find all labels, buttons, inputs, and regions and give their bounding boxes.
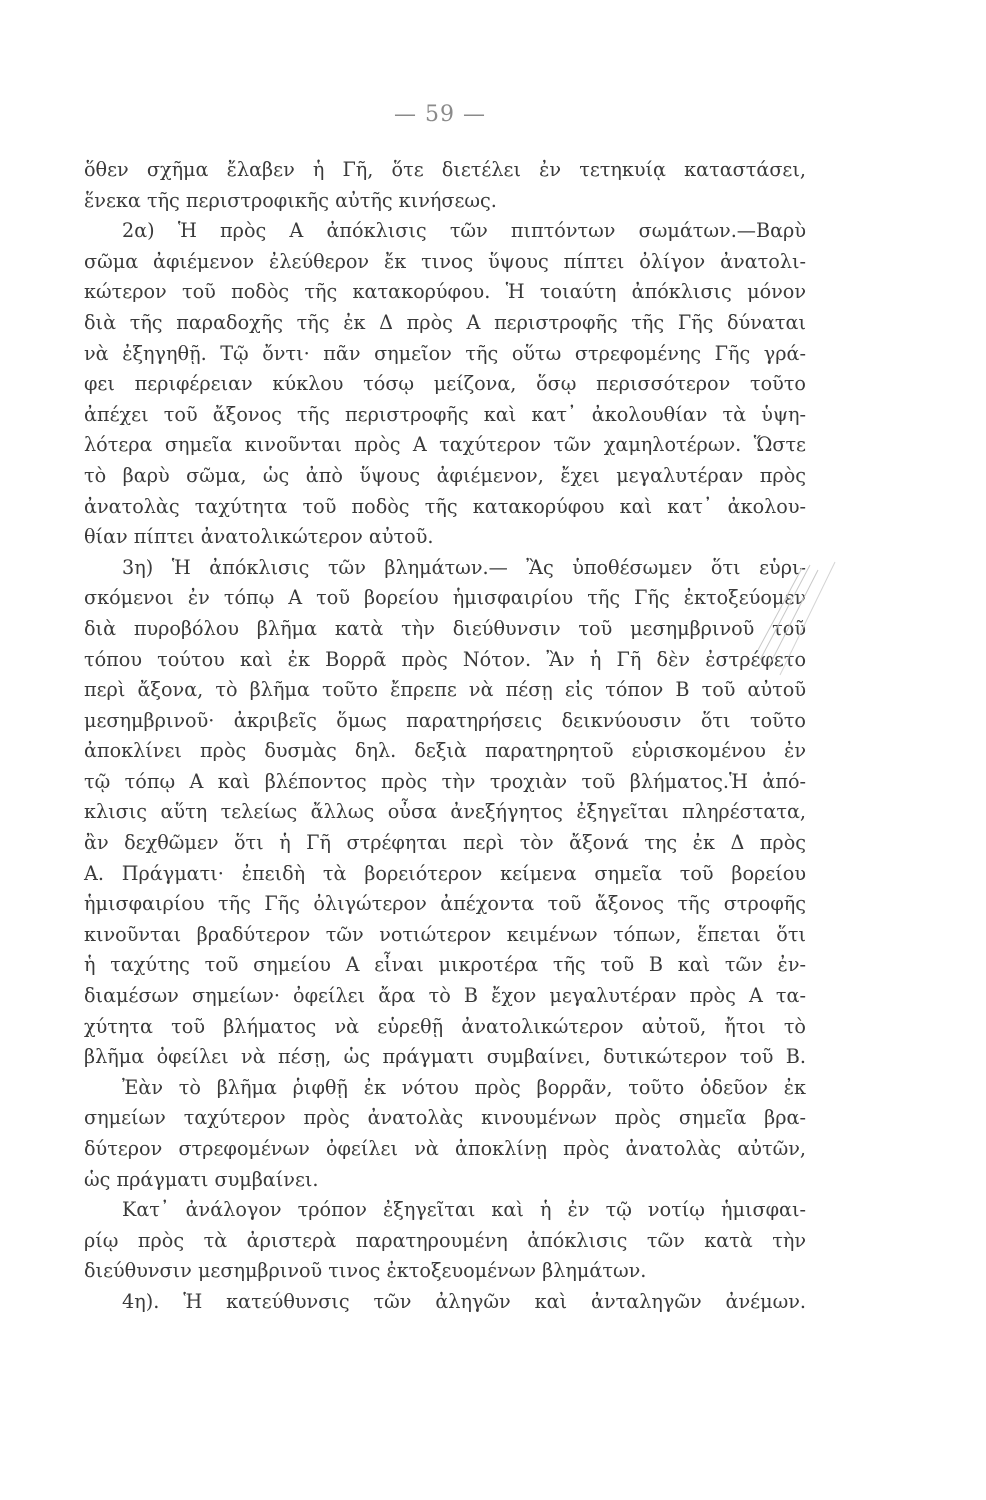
text-line: τόπου τούτου καὶ ἐκ Βορρᾶ πρὸς Νότον. Ἂν ἡ Γῆ δὲν ἐστρέφετο — [84, 647, 806, 671]
text-line: ἡμισφαιρίου τῆς Γῆς ὀλιγώτερον ἀπέχοντα τοῦ ἄξονος τῆς στροφῆς — [84, 892, 806, 916]
text-line: κλισις αὕτη τελείως ἄλλως οὖσα ἀνεξήγητος ἐξηγεῖται πληρέστατα, — [84, 800, 806, 824]
text-line: ἀνατολὰς ταχύτητα τοῦ ποδὸς τῆς κατακορύφου καὶ κατ᾽ ἀκολου- — [84, 494, 806, 518]
text-line: κώτερον τοῦ ποδὸς τῆς κατακορύφου. Ἡ τοιαύτη ἀπόκλισις μόνον — [84, 280, 806, 304]
text-line: ἀποκλίνει πρὸς δυσμὰς δηλ. δεξιὰ παρατηρητοῦ εὑρισκομένου ἐν — [84, 739, 806, 763]
text-line: σῶμα ἀφιέμενον ἐλεύθερον ἔκ τινος ὕψους πίπτει ὀλίγον ἀνατολι- — [84, 249, 806, 273]
text-line: ρίῳ πρὸς τὰ ἀριστερὰ παρατηρουμένη ἀπόκλισις τῶν κατὰ τὴν — [84, 1228, 806, 1252]
text-line: τῷ τόπῳ Α καὶ βλέποντος πρὸς τὴν τροχιὰν τοῦ βλήματος.Ἡ ἀπό- — [84, 769, 806, 793]
text-line: περὶ ἄξονα, τὸ βλῆμα τοῦτο ἔπρεπε νὰ πέσῃ εἰς τόπον Β τοῦ αὐτοῦ — [84, 678, 806, 702]
section-heading-line: 4η). Ἡ κατεύθυνσις τῶν ἀληγῶν καὶ ἀνταληγῶν ἀνέμων. — [122, 1289, 806, 1313]
text-line: ὅθεν σχῆμα ἔλαβεν ἡ Γῆ, ὅτε διετέλει ἐν τετηκυίᾳ καταστάσει, — [84, 158, 806, 181]
text-line: διὰ τῆς παραδοχῆς τῆς ἐκ Δ πρὸς Α περιστροφῆς τῆς Γῆς δύναται — [84, 310, 806, 334]
text-line: ἂν δεχθῶμεν ὅτι ἡ Γῆ στρέφηται περὶ τὸν ἄξονά της ἐκ Δ πρὸς — [84, 831, 806, 855]
text-line: ἀπέχει τοῦ ἄξονος τῆς περιστροφῆς καὶ κατ᾽ ἀκολουθίαν τὰ ὑψη- — [84, 402, 806, 426]
text-line: θίαν πίπτει ἀνατολικώτερον αὐτοῦ. — [84, 525, 434, 549]
page-number: — 59 — — [394, 102, 486, 127]
text-line: διεύθυνσιν μεσημβρινοῦ τινος ἐκτοξευομένων βλημάτων. — [84, 1259, 647, 1283]
text-line: νὰ ἐξηγηθῇ. Τῷ ὄντι· πᾶν σημεῖον τῆς οὕτω στρεφομένης Γῆς γρά- — [84, 341, 806, 365]
text-line: Ἐὰν τὸ βλῆμα ῥιφθῇ ἐκ νότου πρὸς βορρᾶν, τοῦτο ὁδεῦον ἐκ — [122, 1075, 806, 1099]
text-line: χύτητα τοῦ βλήματος νὰ εὑρεθῇ ἀνατολικώτερον αὐτοῦ, ἤτοι τὸ — [84, 1014, 806, 1038]
text-line: ἕνεκα τῆς περιστροφικῆς αὐτῆς κινήσεως. — [84, 188, 497, 212]
section-heading-line: 2α) Ἡ πρὸς Α ἀπόκλισις τῶν πιπτόντων σωμάτων.—Βαρὺ — [122, 219, 806, 243]
text-line: τὸ βαρὺ σῶμα, ὡς ἀπὸ ὕψους ἀφιέμενον, ἔχει μεγαλυτέραν πρὸς — [84, 463, 806, 487]
section-heading-line: 3η) Ἡ ἀπόκλισις τῶν βλημάτων.— Ἂς ὑποθέσωμεν ὅτι εὑρι- — [122, 555, 806, 579]
text-line: Α. Πράγματι· ἐπειδὴ τὰ βορειότερον κείμενα σημεῖα τοῦ βορείου — [84, 861, 806, 885]
text-line: Κατ᾽ ἀνάλογον τρόπον ἐξηγεῖται καὶ ἡ ἐν τῷ νοτίῳ ἡμισφαι- — [122, 1198, 806, 1222]
text-line: μεσημβρινοῦ· ἀκριβεῖς ὅμως παρατηρήσεις δεικνύουσιν ὅτι τοῦτο — [84, 708, 806, 732]
text-line: σκόμενοι ἐν τόπῳ Α τοῦ βορείου ἡμισφαιρίου τῆς Γῆς ἐκτοξεύομεν — [84, 586, 806, 610]
text-line: βλῆμα ὀφείλει νὰ πέσῃ, ὡς πράγματι συμβαίνει, δυτικώτερον τοῦ Β. — [84, 1045, 806, 1069]
text-line: δύτερον στρεφομένων ὀφείλει νὰ ἀποκλίνῃ πρὸς ἀνατολὰς αὐτῶν, — [84, 1137, 806, 1160]
text-line: φει περιφέρειαν κύκλου τόσῳ μείζονα, ὅσῳ περισσότερον τοῦτο — [84, 372, 806, 396]
text-line: διὰ πυροβόλου βλῆμα κατὰ τὴν διεύθυνσιν τοῦ μεσημβρινοῦ τοῦ — [84, 616, 806, 640]
text-line: κινοῦνται βραδύτερον τῶν νοτιώτερον κειμένων τόπων, ἕπεται ὅτι — [84, 922, 806, 946]
body-text — [84, 155, 806, 1318]
text-line: σημείων ταχύτερον πρὸς ἀνατολὰς κινουμένων πρὸς σημεῖα βρα- — [84, 1106, 806, 1130]
text-line: λότερα σημεῖα κινοῦνται πρὸς Α ταχύτερον τῶν χαμηλοτέρων. Ὥστε — [84, 433, 806, 457]
text-line: διαμέσων σημείων· ὀφείλει ἄρα τὸ Β ἔχον μεγαλυτέραν πρὸς Α τα- — [84, 984, 806, 1008]
text-line: ὡς πράγματι συμβαίνει. — [84, 1167, 319, 1191]
text-line: ἡ ταχύτης τοῦ σημείου Α εἶναι μικροτέρα τῆς τοῦ Β καὶ τῶν ἐν- — [84, 953, 806, 977]
